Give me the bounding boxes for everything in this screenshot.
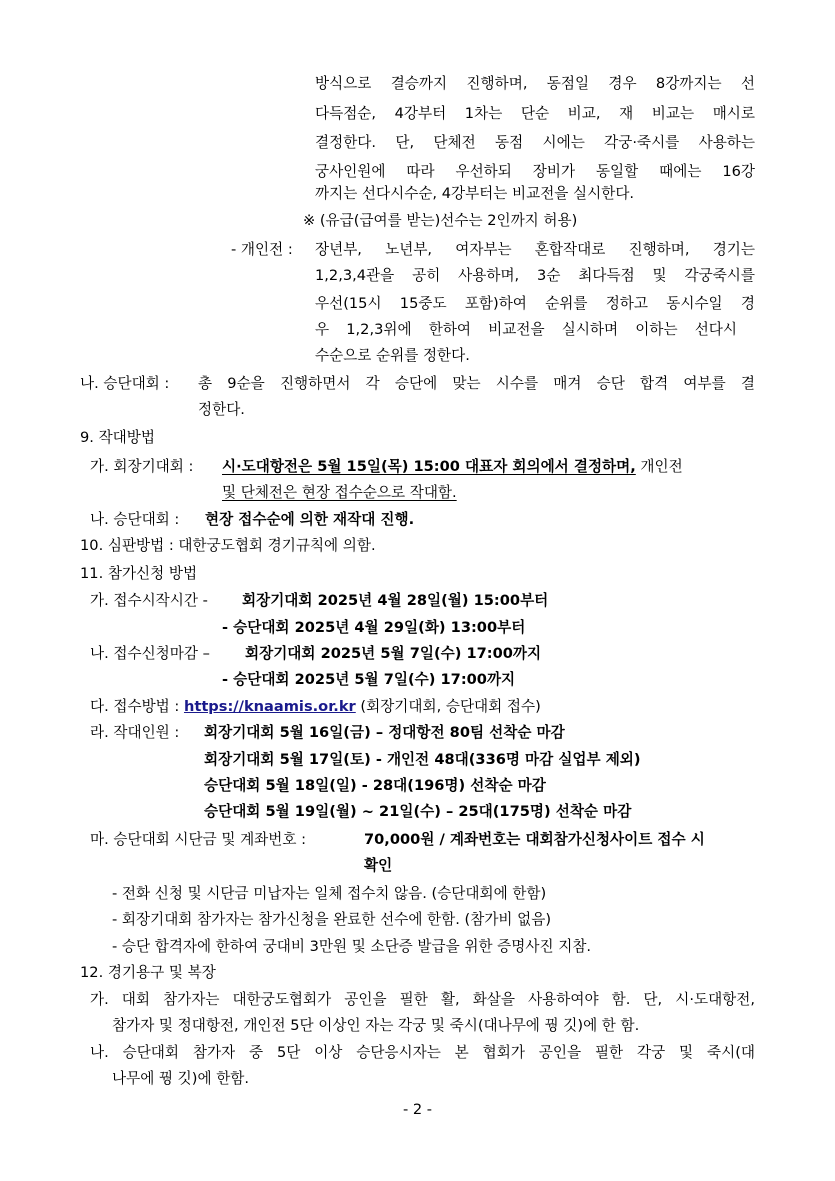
s11-da-line: 다. 접수방법 : https://knaamis.or.kr (회장기대회, 승단대회 접수)	[90, 698, 541, 715]
s11-ra-line-1: 회장기대회 5월 16일(금) – 정대항전 80팀 선착순 마감	[204, 724, 565, 741]
individual-line-3: 우선(15시 15중도 포함)하여 순위를 정하고 동시수일 경	[315, 295, 755, 312]
s11-bullet-2: - 회장기대회 참가자는 참가신청을 완료한 선수에 한함. (참가비 없음)	[112, 911, 552, 928]
s9-na-label: 나. 승단대회 :	[90, 511, 180, 528]
s11-ra-line-3: 승단대회 5월 18일(일) - 28대(196명) 선착순 마감	[204, 777, 546, 794]
s11-na-label: 나. 접수신청마감 –	[90, 645, 210, 662]
page-number: - 2 -	[402, 1101, 433, 1118]
s11-da-label: 다. 접수방법 :	[90, 698, 180, 715]
s11-ma-line-2: 확인	[364, 857, 393, 874]
dan-label: 나. 승단대회 :	[80, 375, 170, 392]
individual-line-5: 수순으로 순위를 정한다.	[315, 347, 470, 364]
team-rule-line-1: 방식으로 결승까지 진행하며, 동점일 경우 8강까지는 선	[315, 75, 755, 92]
s11-ga-line-2: - 승단대회 2025년 4월 29일(화) 13:00부터	[222, 619, 526, 636]
section-11-title: 11. 참가신청 방법	[80, 565, 198, 582]
s12-na-line-1: 나. 승단대회 참가자 중 5단 이상 승단응시자는 본 협회가 공인을 필한 각궁 및 죽시(대	[90, 1044, 755, 1061]
s11-ra-label: 라. 작대인원 :	[90, 724, 180, 741]
s11-ma-label: 마. 승단대회 시단금 및 계좌번호 :	[90, 831, 307, 848]
s9-na-text: 현장 접수순에 의한 재작대 진행.	[205, 511, 415, 528]
s11-bullet-3: - 승단 합격자에 한하여 궁대비 3만원 및 소단증 발급을 위한 증명사진 지참.	[112, 938, 592, 955]
s11-bullet-1: - 전화 신청 및 시단금 미납자는 일체 접수치 않음. (승단대회에 한함)	[112, 885, 547, 902]
registration-link[interactable]: https://knaamis.or.kr	[183, 698, 356, 715]
team-rule-line-5: 까지는 선다시수순, 4강부터는 비교전을 실시한다.	[315, 185, 635, 202]
team-rule-line-2: 다득점순, 4강부터 1차는 단순 비교, 재 비교는 매시로	[315, 105, 755, 122]
s9-ga-line-1: 시·도대항전은 5월 15일(목) 15:00 대표자 회의에서 결정하며, 개인전	[222, 458, 683, 475]
s11-na-line-2: - 승단대회 2025년 5월 7일(수) 17:00까지	[222, 671, 516, 688]
section-12-title: 12. 경기용구 및 복장	[80, 964, 216, 981]
s11-ga-line-1: 회장기대회 2025년 4월 28일(월) 15:00부터	[242, 592, 549, 609]
s9-ga-label: 가. 회장기대회 :	[90, 458, 194, 475]
team-rule-line-3: 결정한다. 단, 단체전 동점 시에는 각궁·죽시를 사용하는	[315, 134, 755, 151]
dan-line-2: 정한다.	[198, 401, 245, 418]
individual-line-2: 1,2,3,4관을 공히 사용하며, 3순 최다득점 및 각궁죽시를	[315, 267, 755, 284]
section-9-title: 9. 작대방법	[80, 429, 155, 446]
s12-ga-line-2: 참가자 및 정대항전, 개인전 5단 이상인 자는 각궁 및 죽시(대나무에 꿩 깃)에 한 함.	[112, 1017, 640, 1034]
s11-ma-line-1: 70,000원 / 계좌번호는 대회참가신청사이트 접수 시	[364, 831, 705, 848]
individual-line-1: 장년부, 노년부, 여자부는 혼합작대로 진행하며, 경기는	[315, 241, 755, 258]
s12-ga-line-1: 가. 대회 참가자는 대한궁도협회가 공인을 필한 활, 화살을 사용하여야 함. 단, 시·도대항전,	[90, 991, 755, 1008]
s9-ga-line-2: 및 단체전은 현장 접수순으로 작대함.	[222, 484, 457, 501]
dan-line-1: 총 9순을 진행하면서 각 승단에 맞는 시수를 매겨 승단 합격 여부를 결	[198, 375, 755, 392]
individual-label: - 개인전 :	[231, 241, 293, 258]
s11-ga-label: 가. 접수시작시간 -	[90, 592, 208, 609]
section-10: 10. 심판방법 : 대한궁도협회 경기규칙에 의함.	[80, 537, 376, 554]
individual-line-4: 우 1,2,3위에 한하여 비교전을 실시하며 이하는 선다시	[315, 321, 737, 338]
s11-na-line-1: 회장기대회 2025년 5월 7일(수) 17:00까지	[245, 645, 542, 662]
s11-ra-line-4: 승단대회 5월 19일(월) ~ 21일(수) – 25대(175명) 선착순 마감	[204, 803, 632, 820]
team-rule-line-4: 궁사인원에 따라 우선하되 장비가 동일할 때에는 16강	[315, 163, 755, 180]
s11-ra-line-2: 회장기대회 5월 17일(토) - 개인전 48대(336명 마감 실업부 제외)	[204, 751, 641, 768]
paid-player-note: ※ (유급(급여를 받는)선수는 2인까지 허용)	[303, 212, 578, 229]
s12-na-line-2: 나무에 꿩 깃)에 한함.	[112, 1070, 250, 1087]
